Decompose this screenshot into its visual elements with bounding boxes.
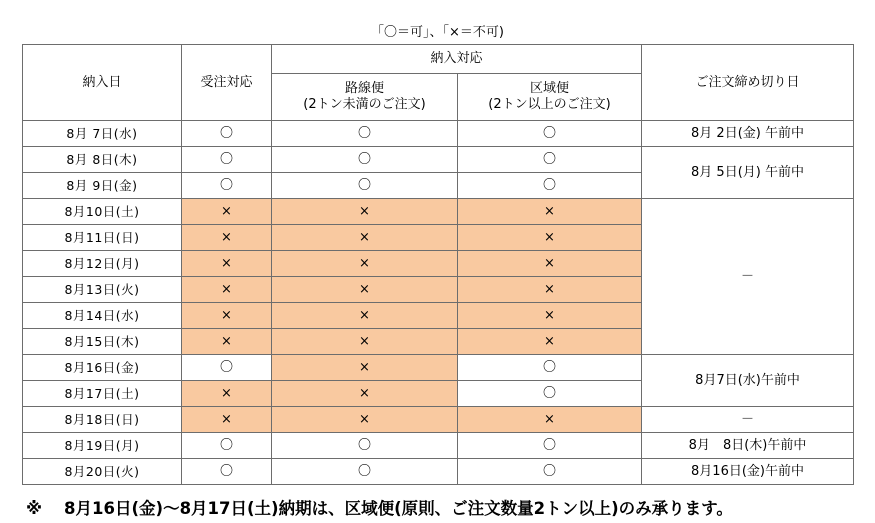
row-area: ×: [458, 303, 642, 329]
row-accept: ×: [182, 303, 272, 329]
table-row: [23, 459, 854, 485]
row-area: 〇: [458, 381, 642, 407]
header-route: [272, 74, 458, 121]
row-accept: ×: [182, 381, 272, 407]
row-accept: ×: [182, 407, 272, 433]
note-mark: ※: [26, 499, 43, 518]
row-area: 〇: [458, 173, 642, 199]
row-accept: ×: [182, 277, 272, 303]
table-row: [23, 433, 854, 459]
header-delivery-group: 納入対応: [272, 45, 642, 74]
row-date: 8月 9日(金): [23, 173, 182, 199]
footnote: [26, 497, 866, 521]
row-route: ×: [272, 199, 458, 225]
row-date: 8月12日(月): [23, 251, 182, 277]
row-route: ×: [272, 303, 458, 329]
row-date: 8月15日(木): [23, 329, 182, 355]
deadline-cell: －: [642, 199, 854, 355]
row-area: ×: [458, 251, 642, 277]
header-route-sub: (2トン未満のご注文): [303, 97, 426, 112]
row-date: 8月17日(土): [23, 381, 182, 407]
header-area: [458, 74, 642, 121]
header-route-label: 路線便: [344, 81, 384, 96]
header-row-top: [23, 45, 854, 74]
row-accept: ×: [182, 329, 272, 355]
row-date: 8月14日(水): [23, 303, 182, 329]
row-area: ×: [458, 277, 642, 303]
row-route: 〇: [272, 459, 458, 485]
row-accept: ×: [182, 199, 272, 225]
deadline-cell: －: [642, 407, 854, 433]
row-area: ×: [458, 407, 642, 433]
deadline-cell: 8月 8日(木)午前中: [642, 433, 854, 459]
row-area: ×: [458, 225, 642, 251]
row-accept: 〇: [182, 147, 272, 173]
row-route: 〇: [272, 173, 458, 199]
row-area: 〇: [458, 121, 642, 147]
row-accept: ×: [182, 251, 272, 277]
row-route: ×: [272, 225, 458, 251]
row-date: 8月13日(火): [23, 277, 182, 303]
delivery-schedule-table: [22, 44, 854, 485]
row-date: 8月11日(日): [23, 225, 182, 251]
table-row: [23, 121, 854, 147]
row-accept: ×: [182, 225, 272, 251]
deadline-cell: 8月16日(金)午前中: [642, 459, 854, 485]
row-area: 〇: [458, 459, 642, 485]
deadline-cell: 8月7日(水)午前中: [642, 355, 854, 407]
deadline-cell: 8月 5日(月) 午前中: [642, 147, 854, 199]
table-row: [23, 355, 854, 381]
row-date: 8月20日(火): [23, 459, 182, 485]
row-date: 8月10日(土): [23, 199, 182, 225]
row-route: ×: [272, 381, 458, 407]
row-area: 〇: [458, 147, 642, 173]
row-accept: 〇: [182, 459, 272, 485]
row-date: 8月16日(金): [23, 355, 182, 381]
header-area-label: 区域便: [530, 81, 570, 96]
header-accept: 受注対応: [182, 45, 272, 121]
row-route: ×: [272, 277, 458, 303]
deadline-cell: 8月 2日(金) 午前中: [642, 121, 854, 147]
row-route: 〇: [272, 433, 458, 459]
legend-text: 「〇＝可」、「×＝不可): [371, 25, 504, 40]
table-row: [23, 407, 854, 433]
table-row: [23, 147, 854, 173]
row-area: 〇: [458, 433, 642, 459]
row-route: ×: [272, 355, 458, 381]
row-date: 8月 7日(水): [23, 121, 182, 147]
row-route: 〇: [272, 147, 458, 173]
row-route: ×: [272, 329, 458, 355]
row-accept: 〇: [182, 433, 272, 459]
row-date: 8月19日(月): [23, 433, 182, 459]
header-area-sub: (2トン以上のご注文): [488, 97, 611, 112]
table-row: [23, 199, 854, 225]
row-accept: 〇: [182, 355, 272, 381]
row-area: ×: [458, 199, 642, 225]
row-area: ×: [458, 329, 642, 355]
header-deadline: ご注文締め切り日: [642, 45, 854, 121]
row-route: ×: [272, 407, 458, 433]
row-route: ×: [272, 251, 458, 277]
row-route: 〇: [272, 121, 458, 147]
row-date: 8月18日(日): [23, 407, 182, 433]
row-accept: 〇: [182, 173, 272, 199]
row-accept: 〇: [182, 121, 272, 147]
row-area: 〇: [458, 355, 642, 381]
note-text: 8月16日(金)～8月17日(土)納期は、区域便(原則、ご注文数量2トン以上)のみ承ります。: [64, 499, 733, 518]
row-date: 8月 8日(木): [23, 147, 182, 173]
header-date: 納入日: [23, 45, 182, 121]
